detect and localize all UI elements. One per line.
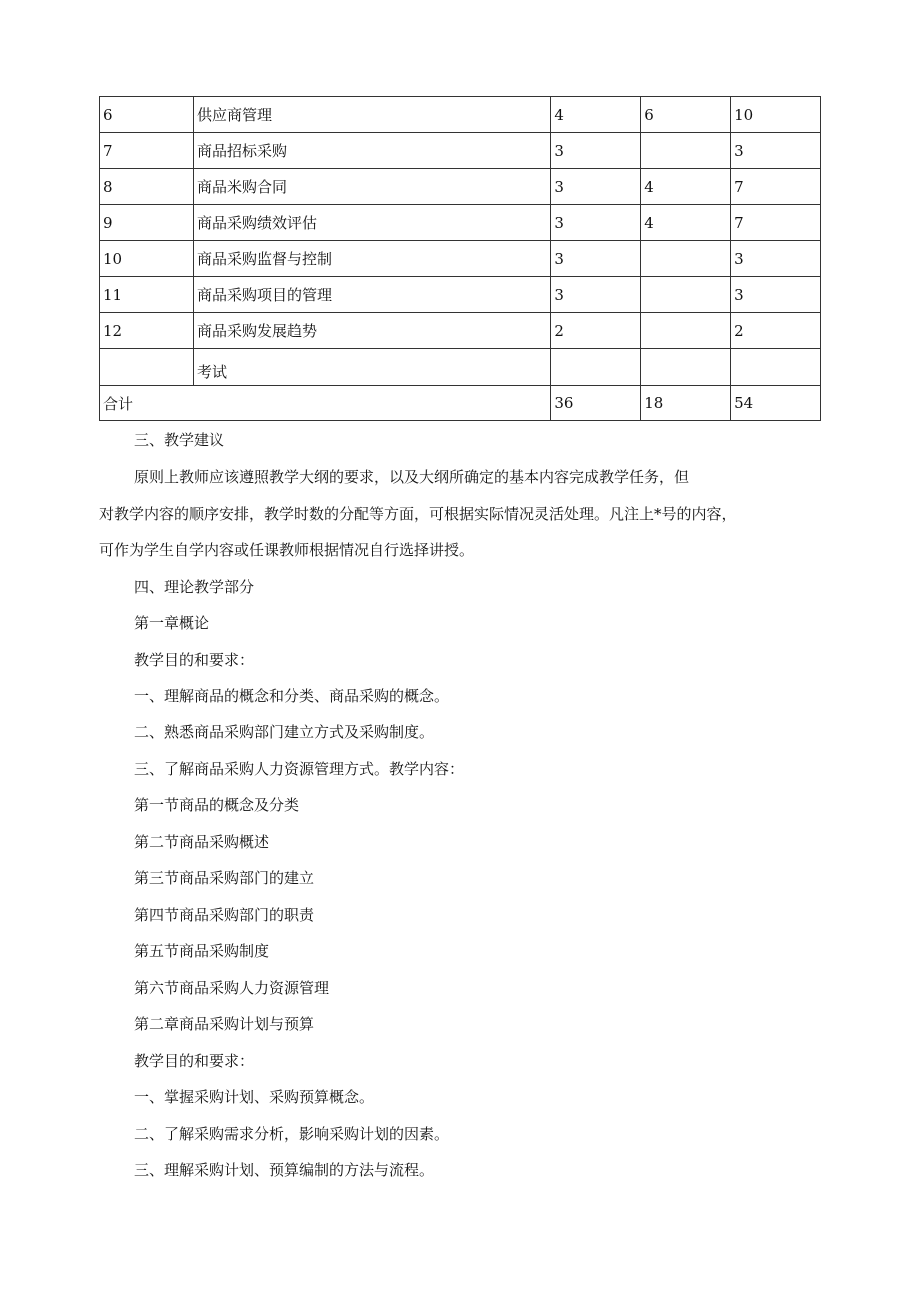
table-row-exam — [100, 349, 821, 386]
row-number: 7 — [100, 133, 194, 169]
hours-a: 3 — [551, 241, 641, 277]
row-number: 12 — [100, 313, 194, 349]
section-item: 第二节商品采购概述 — [134, 833, 270, 851]
paragraph-line: 原则上教师应该遵照教学大纲的要求，以及大纲所确定的基本内容完成教学任务，但 — [134, 468, 690, 486]
hours-total: 7 — [731, 205, 821, 241]
course-hours-table — [99, 96, 821, 421]
hours-b: 4 — [641, 169, 731, 205]
goals-label: 教学目的和要求： — [134, 1052, 255, 1070]
paragraph-line: 可作为学生自学内容或任课教师根据情况自行选择讲授。 — [99, 541, 475, 559]
section-item: 第五节商品采购制度 — [134, 942, 270, 960]
goal-item: 三、理解采购计划、预算编制的方法与流程。 — [134, 1161, 435, 1179]
hours-a: 3 — [551, 205, 641, 241]
hours-a: 3 — [551, 277, 641, 313]
hours-b — [641, 133, 731, 169]
row-number: 10 — [100, 241, 194, 277]
paragraph-line: 对教学内容的顺序安排，教学时数的分配等方面，可根据实际情况灵活处理。凡注上*号的内容， — [99, 505, 737, 523]
table-row — [100, 133, 821, 169]
hours-a — [551, 349, 641, 386]
table-row — [100, 97, 821, 133]
topic-name: 商品采购绩效评估 — [193, 205, 550, 241]
hours-b — [641, 313, 731, 349]
hours-a: 3 — [551, 169, 641, 205]
section-item: 第一节商品的概念及分类 — [134, 796, 300, 814]
table-row — [100, 277, 821, 313]
hours-b — [641, 349, 731, 386]
topic-name: 考试 — [193, 349, 550, 386]
topic-name: 商品招标采购 — [193, 133, 550, 169]
hours-b: 6 — [641, 97, 731, 133]
hours-b: 4 — [641, 205, 731, 241]
table-total-row — [100, 386, 821, 421]
table-row — [100, 169, 821, 205]
hours-a: 3 — [551, 133, 641, 169]
hours-total: 2 — [731, 313, 821, 349]
topic-name: 商品采购项目的管理 — [193, 277, 550, 313]
goal-item: 一、理解商品的概念和分类、商品采购的概念。 — [134, 687, 450, 705]
total-hours: 54 — [731, 386, 821, 421]
topic-name: 商品采购监督与控制 — [193, 241, 550, 277]
hours-a: 2 — [551, 313, 641, 349]
total-hours-a: 36 — [551, 386, 641, 421]
row-number: 11 — [100, 277, 194, 313]
goals-label: 教学目的和要求： — [134, 651, 255, 669]
section-item: 第三节商品采购部门的建立 — [134, 869, 315, 887]
chapter-title: 第二章商品采购计划与预算 — [134, 1015, 315, 1033]
topic-name: 供应商管理 — [193, 97, 550, 133]
hours-total: 3 — [731, 241, 821, 277]
table-row — [100, 313, 821, 349]
total-hours-b: 18 — [641, 386, 731, 421]
total-label: 合计 — [100, 386, 551, 421]
topic-name: 商品采购发展趋势 — [193, 313, 550, 349]
hours-total: 3 — [731, 133, 821, 169]
topic-name: 商品米购合同 — [193, 169, 550, 205]
hours-total: 3 — [731, 277, 821, 313]
section-item: 第六节商品采购人力资源管理 — [134, 979, 330, 997]
section-heading-teaching-advice: 三、教学建议 — [134, 431, 225, 449]
section-item: 第四节商品采购部门的职责 — [134, 906, 315, 924]
row-number: 8 — [100, 169, 194, 205]
goal-item: 二、熟悉商品采购部门建立方式及采购制度。 — [134, 723, 435, 741]
row-number — [100, 349, 194, 386]
hours-total: 7 — [731, 169, 821, 205]
row-number: 9 — [100, 205, 194, 241]
table-row — [100, 241, 821, 277]
goal-item: 一、掌握采购计划、采购预算概念。 — [134, 1088, 375, 1106]
section-heading-theory: 四、理论教学部分 — [134, 578, 255, 596]
goal-item: 三、了解商品采购人力资源管理方式。教学内容： — [134, 760, 465, 778]
hours-total — [731, 349, 821, 386]
hours-a: 4 — [551, 97, 641, 133]
hours-b — [641, 241, 731, 277]
goal-item: 二、了解采购需求分析，影响采购计划的因素。 — [134, 1125, 450, 1143]
table-row — [100, 205, 821, 241]
row-number: 6 — [100, 97, 194, 133]
chapter-title: 第一章概论 — [134, 614, 210, 632]
hours-b — [641, 277, 731, 313]
hours-total: 10 — [731, 97, 821, 133]
